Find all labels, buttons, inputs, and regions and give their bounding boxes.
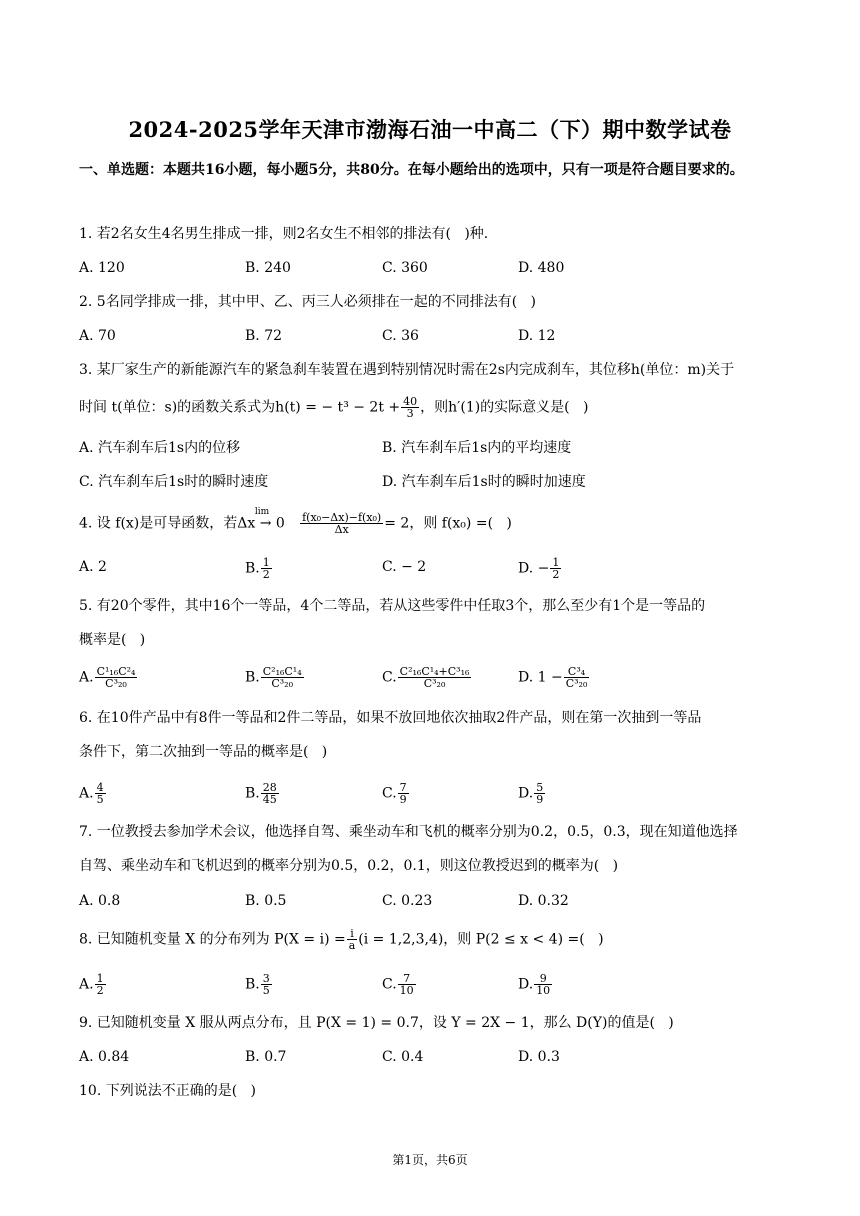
q4-b-den: 2 — [262, 568, 270, 581]
question-3-option-a: A. 汽车刹车后1s内的位移 — [79, 440, 241, 456]
q4-b-fraction — [261, 557, 272, 580]
q5-c-label: C. — [382, 669, 397, 686]
question-7-stem-line1: 7. 一位教授去参加学术会议，他选择自驾、乘坐动车和飞机的概率分别为0.2，0.5，0.3，现在知道他选择 — [79, 824, 738, 840]
q8-b-num: 3 — [262, 972, 270, 985]
question-9-option-b: B. 0.7 — [245, 1049, 287, 1065]
q5-a-fraction — [95, 666, 138, 689]
q5-c-num: C²₁₆C¹₄+C³₁₆ — [399, 665, 470, 678]
page-title: 2024-2025学年天津市渤海石油一中高二（下）期中数学试卷 — [128, 117, 732, 142]
question-6-option-b — [245, 782, 280, 805]
question-9-stem: 9. 已知随机变量 X 服从两点分布，且 P(X = 1) = 0.7，设 Y = 2X − 1，那么 D(Y)的值是( ) — [79, 1015, 674, 1031]
q6-b-fraction — [261, 782, 279, 805]
question-8-option-b — [245, 973, 273, 996]
q5-b-fraction — [261, 666, 304, 689]
q8-d-den: 10 — [536, 984, 551, 997]
q5-d-fraction — [564, 666, 590, 689]
q3-stem-post: ，则h′(1)的实际意义是( ) — [420, 399, 589, 416]
q6-a-den: 5 — [96, 793, 104, 806]
question-5-option-a — [79, 666, 138, 689]
q6-c-fraction — [398, 782, 409, 805]
question-6-option-c — [382, 782, 410, 805]
q5-c-fraction — [398, 666, 472, 689]
question-4-option-b — [245, 557, 273, 580]
question-7-option-a: A. 0.8 — [79, 893, 121, 909]
q6-b-den: 45 — [262, 793, 277, 806]
q6-d-num: 5 — [536, 781, 544, 794]
q6-d-label: D. — [518, 785, 534, 802]
question-6-option-a — [79, 782, 107, 805]
q6-c-label: C. — [382, 785, 397, 802]
q6-b-label: B. — [245, 785, 260, 802]
question-9-option-a: A. 0.84 — [79, 1049, 130, 1065]
q8-a-den: 2 — [96, 984, 104, 997]
question-7-option-b: B. 0.5 — [245, 893, 287, 909]
q8-a-fraction — [95, 973, 106, 996]
q8-frac-den: a — [348, 939, 356, 952]
question-2-option-b: B. 72 — [245, 328, 283, 344]
q3-frac-den: 3 — [406, 407, 414, 420]
q8-stem-post: (i = 1,2,3,4)，则 P(2 ≤ x < 4) =( ) — [358, 931, 604, 948]
q8-d-label: D. — [518, 976, 534, 993]
q8-stem-pre: 8. 已知随机变量 X 的分布列为 P(X = i) = — [79, 931, 346, 948]
q6-d-den: 9 — [536, 793, 544, 806]
q4-d-den: 2 — [552, 568, 560, 581]
question-7-option-d: D. 0.32 — [518, 893, 569, 909]
q5-b-label: B. — [245, 669, 260, 686]
question-8-option-c — [382, 973, 417, 996]
q4-d-fraction — [550, 557, 561, 580]
question-6-option-d — [518, 782, 546, 805]
q6-a-num: 4 — [96, 781, 104, 794]
q5-a-label: A. — [79, 669, 94, 686]
question-1-option-b: B. 240 — [245, 260, 291, 276]
q8-b-label: B. — [245, 976, 260, 993]
q4-b-label: B. — [245, 560, 260, 577]
question-1-stem: 1. 若2名女生4名男生排成一排，则2名女生不相邻的排法有( )种. — [79, 226, 489, 242]
q5-b-den: C³₂₀ — [271, 677, 294, 690]
q4-lim: lim — [254, 507, 270, 517]
q4-d-label: D. − — [518, 560, 550, 577]
question-2-option-c: C. 36 — [382, 328, 419, 344]
q5-b-num: C²₁₆C¹₄ — [262, 665, 302, 678]
q4-stem-pre: 4. 设 f(x)是可导函数，若Δx → 0 — [79, 515, 285, 532]
q5-c-den: C³₂₀ — [423, 677, 446, 690]
q8-c-label: C. — [382, 976, 397, 993]
q6-d-fraction — [534, 782, 545, 805]
question-4-option-a: A. 2 — [79, 559, 107, 575]
q8-c-den: 10 — [399, 984, 414, 997]
page-footer: 第1页，共6页 — [392, 1153, 468, 1167]
question-3-option-b: B. 汽车刹车后1s内的平均速度 — [382, 440, 572, 456]
q8-b-fraction — [261, 973, 272, 996]
question-4-stem — [79, 507, 512, 536]
q5-a-num: C¹₁₆C²₄ — [96, 665, 136, 678]
question-7-option-c: C. 0.23 — [382, 893, 433, 909]
q6-a-fraction — [95, 782, 106, 805]
q8-d-fraction — [534, 973, 552, 996]
question-5-option-b — [245, 666, 305, 689]
question-2-option-d: D. 12 — [518, 328, 556, 344]
q3-fraction — [401, 396, 419, 419]
q6-a-label: A. — [79, 785, 94, 802]
q5-a-den: C³₂₀ — [105, 677, 127, 690]
question-1-option-c: C. 360 — [382, 260, 428, 276]
q4-stem-post: = 2，则 f(x₀) =( ) — [384, 515, 512, 532]
question-5-option-d — [518, 666, 590, 689]
q3-stem-pre: 时间 t(单位：s)的函数关系式为h(t) = − t³ − 2t + — [79, 399, 401, 416]
section-heading: 一、单选题：本题共16小题，每小题5分，共80分。在每小题给出的选项中，只有一项是符合题目要求的。 — [79, 162, 744, 178]
q4-frac-num: f(x₀−Δx)−f(x₀) — [302, 511, 382, 524]
q5-d-label: D. 1 − — [518, 669, 563, 686]
question-8-option-a — [79, 973, 107, 996]
q8-b-den: 5 — [262, 984, 270, 997]
question-10-stem: 10. 下列说法不正确的是( ) — [79, 1083, 256, 1099]
q8-c-fraction — [398, 973, 416, 996]
question-1-option-d: D. 480 — [518, 260, 565, 276]
q4-fraction — [300, 512, 383, 535]
question-3-option-c: C. 汽车刹车后1s时的瞬时速度 — [79, 474, 269, 490]
question-5-stem-line1: 5. 有20个零件，其中16个一等品，4个二等品，若从这些零件中任取3个，那么至少有1个是一等品的 — [79, 598, 706, 614]
q8-a-num: 1 — [96, 972, 104, 985]
question-7-stem-line2: 自驾、乘坐动车和飞机迟到的概率分别为0.5，0.2，0.1，则这位教授迟到的概率为( ) — [79, 858, 619, 874]
question-8-stem — [79, 928, 604, 951]
question-2-option-a: A. 70 — [79, 328, 116, 344]
q8-d-num: 9 — [534, 973, 552, 985]
question-4-option-d — [518, 557, 562, 580]
q8-frac-num: i — [347, 928, 358, 940]
question-2-stem: 2. 5名同学排成一排，其中甲、乙、丙三人必须排在一起的不同排法有( ) — [79, 294, 536, 310]
question-9-option-d: D. 0.3 — [518, 1049, 560, 1065]
question-5-option-c — [382, 666, 472, 689]
question-3-stem-line2 — [79, 396, 588, 419]
q3-frac-num: 40 — [403, 395, 418, 408]
q4-frac-den: Δx — [334, 523, 349, 536]
q6-b-num: 28 — [262, 781, 277, 794]
q6-c-num: 7 — [399, 781, 407, 794]
question-9-option-c: C. 0.4 — [382, 1049, 424, 1065]
question-3-stem-line1: 3. 某厂家生产的新能源汽车的紧急刹车装置在遇到特别情况时需在2s内完成刹车，其位移h(单位：m)关于 — [79, 362, 735, 378]
q6-c-den: 9 — [399, 793, 407, 806]
question-6-stem-line2: 条件下，第二次抽到一等品的概率是( ) — [79, 744, 328, 760]
question-6-stem-line1: 6. 在10件产品中有8件一等品和2件二等品，如果不放回地依次抽取2件产品，则在第一次抽到一等品 — [79, 710, 702, 726]
q8-a-label: A. — [79, 976, 94, 993]
q4-b-num: 1 — [262, 556, 270, 569]
question-8-option-d — [518, 973, 553, 996]
question-1-option-a: A. 120 — [79, 260, 125, 276]
q8-c-num: 7 — [398, 973, 416, 985]
q5-d-den: C³₂₀ — [565, 677, 588, 690]
question-5-stem-line2: 概率是( ) — [79, 632, 146, 648]
question-4-option-c: C. − 2 — [382, 559, 427, 575]
q8-fraction — [347, 928, 358, 951]
q4-d-num: 1 — [552, 556, 560, 569]
q5-d-num: C³₄ — [564, 666, 590, 678]
question-3-option-d: D. 汽车刹车后1s时的瞬时加速度 — [382, 474, 586, 490]
